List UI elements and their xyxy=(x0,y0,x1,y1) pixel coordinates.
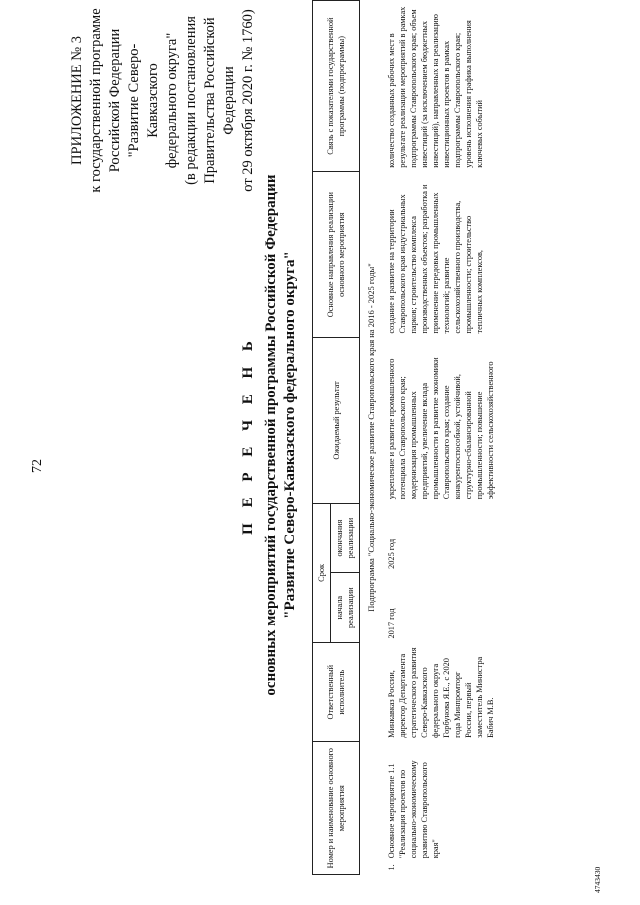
document-id: 4743430 xyxy=(593,866,602,893)
row-number: 1. xyxy=(387,864,396,871)
appendix-line: Правительства Российской Федерации xyxy=(202,17,237,184)
page-number: 72 xyxy=(30,459,45,473)
cell-measure xyxy=(383,742,499,875)
header-directions: Основные направления реализации основного мероприятия xyxy=(313,172,360,338)
table-row xyxy=(383,1,499,875)
measures-table xyxy=(312,0,499,875)
cell-end: 2025 год xyxy=(387,538,396,569)
document-subtitle xyxy=(262,105,300,765)
cell-start: 2017 год xyxy=(387,608,396,639)
appendix-line: Российской Федерации xyxy=(107,28,123,173)
appendix-line: к государственной программе xyxy=(88,8,104,193)
subtitle-line: "Развитие Северо-Кавказского федерального округа" xyxy=(282,251,298,619)
appendix-line: ПРИЛОЖЕНИЕ № 3 xyxy=(69,36,85,165)
cell-result: укрепление и развитие промышленного потенциала Ставропольского края; модернизация промышленных предприятий, увеличение вклада промышленности в развитие экономики Ставропольского края; создание конкурентоспособной, устойчивой, структурно-сбалансированной промышленности; повышение эффективности сельскохозяйственного xyxy=(387,357,495,500)
document-title: П Е Р Е Ч Е Н Ь xyxy=(240,335,256,535)
subprogram-title: Подпрограмма "Социально-экономическое развитие Ставропольского края на 2016 - 2025 годы" xyxy=(366,263,376,612)
header-executor: Ответственный исполнитель xyxy=(313,642,360,741)
cell-directions: создание и развитие на территории Ставропольского края индустриальных парков; строительство комплекса производственных объектов; разработка и применение передовых промышленных технологий; развитие сельскохозяйственного производства, промышленности; строительство тепличных комплексов, xyxy=(387,184,484,334)
header-link: Связь с показателями государственной программы (подпрограммы) xyxy=(313,1,360,172)
subtitle-line: основных мероприятий государственной программы Российской Федерации xyxy=(263,174,279,696)
cell-link: количество созданных рабочих мест в результате реализации мероприятий в рамках подпрограммы Ставропольского края; объем инвестиций (за исключением бюджетных инвестиций), направленных на реализацию инвестиционных проектов в рамках подпрограммы Ставропольского края; уровень исполнения графика выполнения ключевых событий xyxy=(387,6,484,168)
header-result: Ожидаемый результат xyxy=(313,338,360,504)
appendix-line: (в редакции постановления xyxy=(183,16,199,185)
appendix-header xyxy=(68,8,258,193)
header-term: Срок xyxy=(313,503,331,642)
appendix-line: "Развитие Северо-Кавказского xyxy=(126,43,161,158)
header-end: окончания реализации xyxy=(331,503,360,573)
header-measure-name: Номер и наименование основного мероприятия xyxy=(313,742,360,875)
measure-name: Основное мероприятие 1.1 "Реализация проектов по социально-экономическому развитию Ставропольского края" xyxy=(387,760,440,859)
appendix-line: от 29 октября 2020 г. № 1760) xyxy=(240,9,256,192)
appendix-line: федерального округа" xyxy=(164,32,180,169)
header-start: начала реализации xyxy=(331,573,360,643)
cell-executor: Минкавказ России, директор Департамента стратегического развития Северо-Кавказского федерального округа Горбунова Я.Е., с 2020 года Минпромторг России, первый заместитель Министра Бабич М.В. xyxy=(387,647,495,738)
